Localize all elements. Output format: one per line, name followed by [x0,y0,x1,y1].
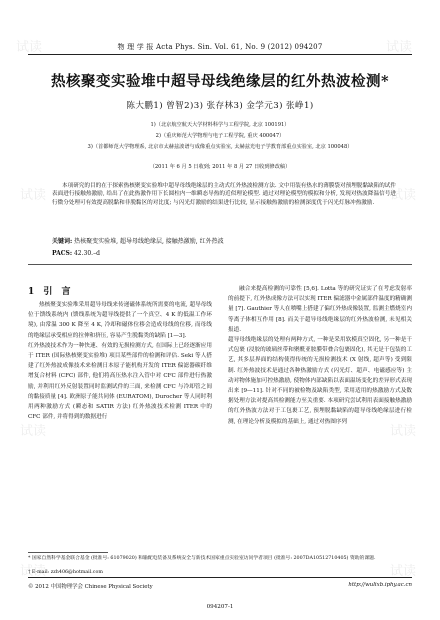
received-date: （2011 年 6 月 5 日收到; 2011 年 8 月 27 日收到修改稿） [149,164,291,170]
footnote-email: † E-mail: zzh406@hotmail.com [28,570,103,575]
watermark: 试读 [386,40,413,55]
watermark: 试读 [20,424,47,439]
pacs-text: 42.30.–d [73,250,100,257]
paper-title: 热核聚变实验堆中超导母线绝缘层的红外热波检测* [50,73,390,90]
footnote-rule [28,552,108,553]
footer-rule [28,577,412,578]
journal-url-link[interactable]: http://wulixb.iphy.ac.cn [348,582,412,588]
affiliation-2: 2)（重庆师范大学物理与电子工程学院, 重庆 400047） [155,133,285,139]
watermark: 试读 [20,188,47,203]
keywords-text: 热核聚变实验堆, 超导母线绝缘层, 接触热激励, 红外热波 [74,238,224,245]
abstract: 本项研究的目的在于探索热核聚变实验堆中超导母线绝缘层的主动式红外热波检测方法. 文中用装有热水的薄膜袋对预埋脱黏缺陷的试件表面进行接触热激励, 给出了在此热激作用下长圆柱内一维瞬态导热的近似理论模型. 通过对理论模型的模拟和分析, 发现对热波降温信号进行微分处理可有效提高脱黏和非脱黏区的对比度; 与闪光灯激励的结果进行比较, 显示接触热激励的检测深度优于闪光灯脉冲热激励. [52,183,396,206]
pacs [52,250,396,257]
watermark: 试读 [390,424,417,439]
keywords [52,236,396,245]
affiliation-3: 3)（首都师范大学物理系, 北京市太赫兹波谱与成像重点实验室, 太赫兹光电子学教育部重点实验室, 北京 100048） [87,144,353,150]
pacs-label: PACS: [52,250,73,257]
watermark: 试读 [16,40,43,55]
watermark: 试读 [390,564,417,579]
body-column-right: 融合来提高检测的可靠性 [5,6]. Lotta 等的研究证实了在考虑发射率的前提下, 红外热成像方法可以实现 ITER 偏滤器中金属部件温度的精确测量 [7]. Gauthier 等人在喷嘴上搭建了偏红外热成像装置, 监测主燃烧室内等离子体相互作用 [8]. 而关于超导母线绝缘层的红外热波检测, 未见相关报道. 超导母线绝缘层的处理有两种方式, 一种是采用软模真空固化, 另一种是干式包裹 (浸胶的玻璃丝带和聚酰亚胺膜带叠合包裹固化), 其无是干包装的工艺, 其多层界面的结构使得传统的无损检测技术 (X 射线, 超声等) 受到限制. 红外热波技术是通过各种热激励方式 (闪光灯、超声、电磁感应等) 主动对物体施加可控热激励, 使物体内部缺陷以表面温场变化的差异形式表现出来 [9—11]. 针对不同的被检物及缺陷类型, 采用适用的热激励方式及数据处理方法对提高其检测能力至关重要. 本项研究尝试利用表面接触热激励的红外热波方法对于工包裹工艺, 预埋脱黏缺陷的超导母线绝缘层进行检测, 在理论分析及模拟的基础上, 通过对热图序列 [228,286,412,425]
header-rule [28,54,412,55]
watermark: 试读 [390,188,417,203]
copyright: © 2012 中国物理学会 Chinese Physical Society [28,584,153,590]
abstract-separator [28,264,412,265]
running-head: 物 理 学 报 Acta Phys. Sin. Vol. 61, No. 9 (2012) 094207 [117,43,323,51]
body-column-left: 热核聚变实验堆采用超导母线来传递磁体系统所需要的电流, 超导母线位于馈线系统内 (馈线系统为超导线提供了一个真空、4 K 的低温工作环境), 由常温 300 K 降至 4 K, 冷却和磁体位移会造成母线的位移, 而母线的绝缘层承受相应的拉伸和挤压, 容易产生脱黏类的缺陷 [1—3]. 红外热波技术作为一种快速、有效的无损检测方式, 在国际上已经逐渐应用于 ITER (国际热核聚变实验堆) 项目某些部件的检测和评估. Seki 等人搭建了红外热波成像技术来检测日本原子能机构开发的 ITER 偏滤器碳纤维增复合材料 (CFC) 部件, 他们将高压热水注入管中对 CFC 部件进行热激励, 并利用红外反射装置同时监测试件的三面, 来检测 CFC 与冷却管之间的黏接质量 [4]. 欧洲原子能共同体 (EURATOM), Durocher 等人同时利用两种激励方式 (瞬态和 SATIR 方法) 红外热波技术检测 ITER 中的 CFC 部件, 并将得到的数据进行 [28,302,212,421]
watermark: 试读 [20,564,47,579]
author-list: 陈大鹏1) 曾智2)3) 张存林3) 金学元3) 张峥1) [126,101,314,111]
footnote-funding: * 国家自然科学基金联合基金 (批准号: 61079020) 和输配电装备及系统安全与新技术国家重点实验室访问学者项目 (批准号: 2007DA10512710405) 资助的课题. [28,556,376,561]
section-heading: 1 引 言 [28,287,74,297]
page-number: 094207-1 [206,604,234,610]
affiliation-1: 1)（北京航空航天大学材料科学与工程学院, 北京 100191） [150,122,290,128]
keywords-label: 关键词: [52,238,73,245]
